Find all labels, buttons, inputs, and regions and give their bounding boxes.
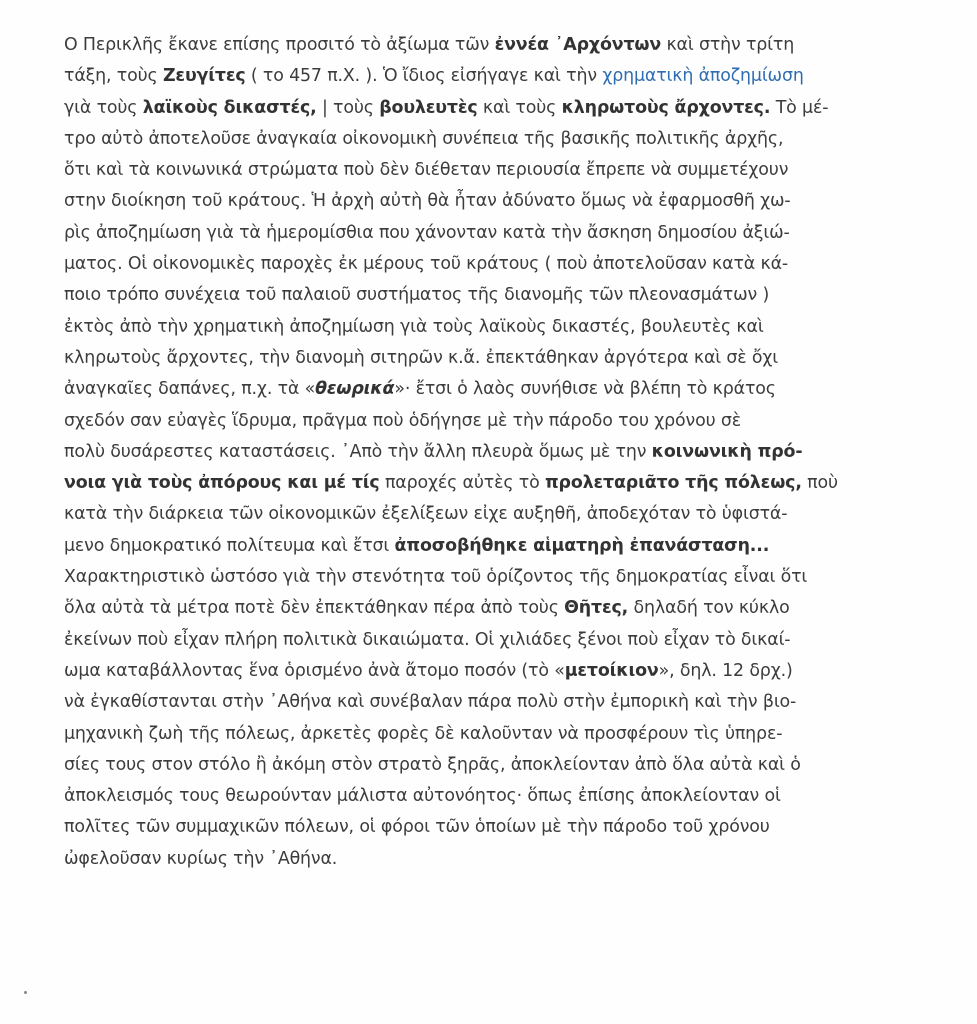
text-segment: », δηλ. 12 δρχ.) [658, 660, 793, 681]
text-segment: κατὰ τὴν διάρκεια τῶν οἰκονομικῶν ἐξελίξεων εἰχε αυξηθῆ, ἀποδεχόταν τὸ ὑφιστά- [64, 504, 788, 525]
bold-term: βουλευτὲς [379, 97, 478, 118]
text-segment: Ο Περικλῆς ἔκανε επίσης προσιτό τὸ ἀξίωμα τῶν [64, 35, 495, 55]
bold-italic-term: θεωρικά [315, 379, 395, 400]
bold-term: ἀποσοβήθηκε αἱματηρὴ ἐπανάσταση... [394, 535, 770, 556]
text-segment: σίες τους στον στόλο ἢ ἀκόμη στὸν στρατὸ ξηρᾶς, ἀποκλείονταν ἀπὸ ὅλα αὐτὰ καὶ ὁ [64, 754, 801, 775]
text-segment: ποιο τρόπο συνέχεια τοῦ παλαιοῦ συστήματος τῆς διανομῆς τῶν πλεονασμάτων ) [64, 285, 770, 306]
bold-term: λαϊκοὺς δικαστές, [142, 97, 317, 118]
bold-term: μετοίκιον [564, 660, 659, 681]
text-line [64, 687, 964, 718]
text-segment: ἀναγκαῖες δαπάνες, π.χ. τὰ « [64, 379, 316, 400]
text-segment: στην διοίκηση τοῦ κράτους. Ἡ ἀρχὴ αὐτὴ θὰ ἦταν ἀδύνατο ὅμως νὰ ἐφαρμοσθῆ χω- [64, 191, 791, 212]
text-line [64, 406, 964, 437]
text-segment: ἐκτὸς ἀπὸ τὴν χρηματικὴ ἀποζημίωση γιὰ τοὺς λαϊκοὺς δικαστές, βουλευτὲς καὶ [64, 316, 764, 337]
text-segment: τάξη, τοὺς [64, 66, 163, 87]
text-segment: ὅλα αὐτὰ τὰ μέτρα ποτὲ δὲν ἐπεκτάθηκαν πέρα ἀπὸ τοὺς [64, 598, 565, 619]
text-segment: Τὸ μέ- [770, 97, 829, 118]
bold-term: νοια γιὰ τοὺς ἀπόρους και μέ τίς [64, 473, 380, 494]
highlighted-term-link[interactable]: χρηματικὴ ἀποζημίωση [602, 66, 804, 87]
text-line [64, 625, 964, 656]
text-line [64, 280, 964, 311]
text-line [64, 719, 964, 750]
text-line [64, 186, 964, 217]
text-line [64, 750, 964, 781]
text-line [64, 249, 964, 280]
bold-term: Θῆτες, [564, 598, 629, 619]
document-body [64, 30, 964, 875]
text-line [64, 844, 964, 875]
text-line [64, 812, 964, 843]
bold-term: προλεταριᾶτο τῆς πόλεως, [544, 473, 802, 494]
text-line [64, 437, 964, 468]
text-segment: δηλαδή τον κύκλο [628, 598, 790, 619]
text-line [64, 468, 964, 499]
bold-term: κοινωνικὴ πρό- [651, 441, 803, 462]
text-line [64, 562, 964, 593]
text-segment: ωμα καταβάλλοντας ἕνα ὁρισμένο ἀνὰ ἄτομο ποσόν (τὸ « [64, 660, 565, 681]
text-line [64, 781, 964, 812]
text-segment: ὠφελοῦσαν κυρίως τὴν ᾿Αθήνα. [64, 848, 338, 869]
text-segment: μενο δημοκρατικό πολίτευμα καὶ ἔτσι [64, 535, 395, 556]
bold-term: κληρωτοὺς ἄρχοντες. [561, 97, 771, 118]
text-segment: ρὶς ἀποζημίωση γιὰ τὰ ἡμερομίσθια που χάνονταν κατὰ τὴν ἄσκηση δημοσίου ἀξιώ- [64, 222, 790, 243]
text-segment: ποὺ [801, 473, 838, 494]
text-line [64, 499, 964, 530]
text-segment: ( το 457 π.Χ. ). Ὁ ἴδιος εἰσήγαγε καὶ τὴν [245, 66, 603, 87]
text-segment: | τοὺς [316, 97, 380, 118]
text-segment: πολὺ δυσάρεστες καταστάσεις. ᾿Απὸ τὴν ἄλλη πλευρὰ ὅμως μὲ την [64, 441, 652, 462]
bold-term: Ζευγίτες [162, 66, 246, 87]
text-segment: γιὰ τοὺς [64, 97, 143, 118]
text-segment: ὅτι καὶ τὰ κοινωνικά στρώματα ποὺ δὲν διέθεταν περιουσία ἔπρεπε νὰ συμμετέχουν [64, 160, 789, 181]
text-segment: Χαρακτηριστικὸ ὡστόσο γιὰ τὴν στενότητα τοῦ ὁρίζοντος τῆς δημοκρατίας εἶναι ὅτι [64, 567, 808, 588]
text-segment: ἐκείνων ποὺ εἶχαν πλήρη πολιτικὰ δικαιώματα. Οἱ χιλιάδες ξένοι ποὺ εἶχαν τὸ δικαί- [64, 629, 791, 650]
text-line [64, 343, 964, 374]
text-line [64, 656, 964, 687]
text-segment: »· ἔτσι ὁ λαὸς συνήθισε νὰ βλέπη τὸ κράτος [394, 379, 776, 400]
text-segment: ματος. Οἱ οἰκονομικὲς παροχὲς ἐκ μέρους τοῦ κράτους ( ποὺ ἀποτελοῦσαν κατὰ κά- [64, 254, 789, 275]
text-segment: νὰ ἐγκαθίστανται στὴν ᾿Αθήνα καὶ συνέβαλαν πάρα πολὺ στὴν ἐμπορικὴ καὶ τὴν βιο- [64, 692, 797, 713]
text-segment: καὶ τοὺς [477, 97, 562, 118]
text-line [64, 61, 964, 92]
text-line [64, 218, 964, 249]
text-segment: κληρωτοὺς ἄρχοντες, τὴν διανομὴ σιτηρῶν κ.ἄ. ἐπεκτάθηκαν ἀργότερα καὶ σὲ ὄχι [64, 347, 778, 368]
text-line [64, 374, 964, 405]
text-line [64, 93, 964, 124]
text-segment: τρο αὐτὸ ἀποτελοῦσε ἀναγκαία οἰκονομικὴ συνέπεια τῆς βασικῆς πολιτικῆς ἀρχῆς, [64, 128, 784, 149]
text-segment: καὶ στὴν τρίτη [661, 35, 795, 55]
bold-term: ἐννέα ᾿Αρχόντων [494, 35, 662, 55]
text-segment: μηχανικὴ ζωὴ τῆς πόλεως, ἀρκετὲς φορὲς δὲ καλοῦνταν νὰ προσφέρουν τὶς ὑπηρε- [64, 723, 783, 744]
text-line [64, 124, 964, 155]
text-line [64, 155, 964, 186]
text-line [64, 30, 964, 61]
scan-speck [24, 991, 27, 994]
text-segment: ἀποκλεισμός τους θεωρούνταν μάλιστα αὐτονόητος· ὅπως ἐπίσης ἀποκλείονταν οἱ [64, 786, 781, 807]
text-line [64, 593, 964, 624]
text-line [64, 531, 964, 562]
text-line [64, 312, 964, 343]
text-segment: σχεδόν σαν εὐαγὲς ἵδρυμα, πρᾶγμα ποὺ ὁδήγησε μὲ τὴν πάροδο του χρόνου σὲ [64, 410, 742, 431]
text-segment: πολῖτες τῶν συμμαχικῶν πόλεων, οἱ φόροι τῶν ὁποίων μὲ τὴν πάροδο τοῦ χρόνου [64, 817, 770, 838]
text-segment: παροχές αὐτὲς τὸ [379, 473, 545, 494]
